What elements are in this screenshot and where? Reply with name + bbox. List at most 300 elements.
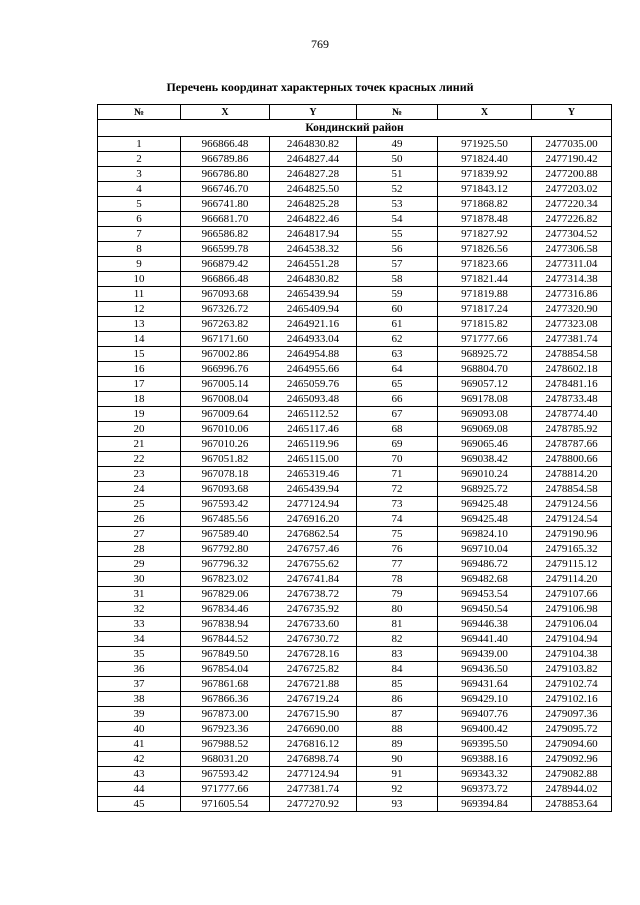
table-row <box>98 347 612 362</box>
table-row <box>98 767 612 782</box>
point-number-cell: 33 <box>98 617 181 632</box>
section-row <box>98 120 612 137</box>
y-coordinate-cell: 2477314.38 <box>532 272 612 287</box>
table-row <box>98 242 612 257</box>
point-number-cell: 29 <box>98 557 181 572</box>
header-number-2: № <box>357 105 438 120</box>
y-coordinate-cell: 2464921.16 <box>270 317 357 332</box>
x-coordinate-cell: 969065.46 <box>438 437 532 452</box>
table-row <box>98 677 612 692</box>
point-number-cell: 21 <box>98 437 181 452</box>
table-row <box>98 557 612 572</box>
y-coordinate-cell: 2476719.24 <box>270 692 357 707</box>
point-number-cell: 24 <box>98 482 181 497</box>
x-coordinate-cell: 967005.14 <box>181 377 270 392</box>
y-coordinate-cell: 2464830.82 <box>270 272 357 287</box>
point-number-cell: 70 <box>357 452 438 467</box>
table-row <box>98 272 612 287</box>
table-row <box>98 257 612 272</box>
point-number-cell: 32 <box>98 602 181 617</box>
table-row <box>98 392 612 407</box>
point-number-cell: 89 <box>357 737 438 752</box>
x-coordinate-cell: 971823.66 <box>438 257 532 272</box>
point-number-cell: 34 <box>98 632 181 647</box>
point-number-cell: 68 <box>357 422 438 437</box>
y-coordinate-cell: 2465409.94 <box>270 302 357 317</box>
point-number-cell: 57 <box>357 257 438 272</box>
point-number-cell: 75 <box>357 527 438 542</box>
y-coordinate-cell: 2476728.16 <box>270 647 357 662</box>
coordinates-table <box>97 104 612 812</box>
point-number-cell: 63 <box>357 347 438 362</box>
point-number-cell: 71 <box>357 467 438 482</box>
y-coordinate-cell: 2464827.44 <box>270 152 357 167</box>
table-row <box>98 317 612 332</box>
point-number-cell: 2 <box>98 152 181 167</box>
x-coordinate-cell: 969453.54 <box>438 587 532 602</box>
y-coordinate-cell: 2479106.98 <box>532 602 612 617</box>
y-coordinate-cell: 2479124.54 <box>532 512 612 527</box>
y-coordinate-cell: 2479082.88 <box>532 767 612 782</box>
point-number-cell: 66 <box>357 392 438 407</box>
table-row <box>98 737 612 752</box>
y-coordinate-cell: 2479103.82 <box>532 662 612 677</box>
table-row <box>98 497 612 512</box>
x-coordinate-cell: 969038.42 <box>438 452 532 467</box>
x-coordinate-cell: 967002.86 <box>181 347 270 362</box>
table-row <box>98 752 612 767</box>
y-coordinate-cell: 2476738.72 <box>270 587 357 602</box>
y-coordinate-cell: 2465439.94 <box>270 482 357 497</box>
table-row <box>98 407 612 422</box>
x-coordinate-cell: 969395.50 <box>438 737 532 752</box>
x-coordinate-cell: 969429.10 <box>438 692 532 707</box>
y-coordinate-cell: 2464817.94 <box>270 227 357 242</box>
x-coordinate-cell: 971925.50 <box>438 137 532 152</box>
y-coordinate-cell: 2477304.52 <box>532 227 612 242</box>
x-coordinate-cell: 967861.68 <box>181 677 270 692</box>
table-row <box>98 437 612 452</box>
y-coordinate-cell: 2465059.76 <box>270 377 357 392</box>
point-number-cell: 44 <box>98 782 181 797</box>
table-row <box>98 527 612 542</box>
y-coordinate-cell: 2465115.00 <box>270 452 357 467</box>
x-coordinate-cell: 969710.04 <box>438 542 532 557</box>
x-coordinate-cell: 969057.12 <box>438 377 532 392</box>
y-coordinate-cell: 2476916.20 <box>270 512 357 527</box>
x-coordinate-cell: 968925.72 <box>438 482 532 497</box>
point-number-cell: 59 <box>357 287 438 302</box>
table-row <box>98 512 612 527</box>
x-coordinate-cell: 967792.80 <box>181 542 270 557</box>
point-number-cell: 5 <box>98 197 181 212</box>
point-number-cell: 40 <box>98 722 181 737</box>
y-coordinate-cell: 2476898.74 <box>270 752 357 767</box>
y-coordinate-cell: 2477190.42 <box>532 152 612 167</box>
point-number-cell: 50 <box>357 152 438 167</box>
point-number-cell: 1 <box>98 137 181 152</box>
point-number-cell: 93 <box>357 797 438 812</box>
point-number-cell: 53 <box>357 197 438 212</box>
table-row <box>98 182 612 197</box>
x-coordinate-cell: 971815.82 <box>438 317 532 332</box>
table-row <box>98 692 612 707</box>
point-number-cell: 58 <box>357 272 438 287</box>
point-number-cell: 3 <box>98 167 181 182</box>
point-number-cell: 42 <box>98 752 181 767</box>
point-number-cell: 8 <box>98 242 181 257</box>
point-number-cell: 45 <box>98 797 181 812</box>
x-coordinate-cell: 967009.64 <box>181 407 270 422</box>
point-number-cell: 78 <box>357 572 438 587</box>
point-number-cell: 87 <box>357 707 438 722</box>
point-number-cell: 26 <box>98 512 181 527</box>
y-coordinate-cell: 2476690.00 <box>270 722 357 737</box>
y-coordinate-cell: 2476733.60 <box>270 617 357 632</box>
y-coordinate-cell: 2477203.02 <box>532 182 612 197</box>
x-coordinate-cell: 967844.52 <box>181 632 270 647</box>
y-coordinate-cell: 2477200.88 <box>532 167 612 182</box>
x-coordinate-cell: 969178.08 <box>438 392 532 407</box>
x-coordinate-cell: 969343.32 <box>438 767 532 782</box>
x-coordinate-cell: 967849.50 <box>181 647 270 662</box>
y-coordinate-cell: 2465319.46 <box>270 467 357 482</box>
x-coordinate-cell: 967988.52 <box>181 737 270 752</box>
x-coordinate-cell: 967866.36 <box>181 692 270 707</box>
table-row <box>98 197 612 212</box>
x-coordinate-cell: 971839.92 <box>438 167 532 182</box>
y-coordinate-cell: 2479124.56 <box>532 497 612 512</box>
y-coordinate-cell: 2477306.58 <box>532 242 612 257</box>
y-coordinate-cell: 2478602.18 <box>532 362 612 377</box>
x-coordinate-cell: 969824.10 <box>438 527 532 542</box>
point-number-cell: 27 <box>98 527 181 542</box>
x-coordinate-cell: 969441.40 <box>438 632 532 647</box>
y-coordinate-cell: 2477035.00 <box>532 137 612 152</box>
y-coordinate-cell: 2479106.04 <box>532 617 612 632</box>
y-coordinate-cell: 2477311.04 <box>532 257 612 272</box>
header-x-1: X <box>181 105 270 120</box>
y-coordinate-cell: 2464825.28 <box>270 197 357 212</box>
x-coordinate-cell: 967093.68 <box>181 287 270 302</box>
table-row <box>98 632 612 647</box>
point-number-cell: 43 <box>98 767 181 782</box>
point-number-cell: 18 <box>98 392 181 407</box>
x-coordinate-cell: 966866.48 <box>181 137 270 152</box>
x-coordinate-cell: 966996.76 <box>181 362 270 377</box>
x-coordinate-cell: 966879.42 <box>181 257 270 272</box>
x-coordinate-cell: 971827.92 <box>438 227 532 242</box>
point-number-cell: 41 <box>98 737 181 752</box>
x-coordinate-cell: 967923.36 <box>181 722 270 737</box>
table-row <box>98 782 612 797</box>
x-coordinate-cell: 967593.42 <box>181 767 270 782</box>
x-coordinate-cell: 971826.56 <box>438 242 532 257</box>
x-coordinate-cell: 967008.04 <box>181 392 270 407</box>
x-coordinate-cell: 969425.48 <box>438 512 532 527</box>
y-coordinate-cell: 2478853.64 <box>532 797 612 812</box>
y-coordinate-cell: 2477220.34 <box>532 197 612 212</box>
point-number-cell: 80 <box>357 602 438 617</box>
y-coordinate-cell: 2464954.88 <box>270 347 357 362</box>
table-row <box>98 482 612 497</box>
y-coordinate-cell: 2479115.12 <box>532 557 612 572</box>
point-number-cell: 31 <box>98 587 181 602</box>
point-number-cell: 38 <box>98 692 181 707</box>
point-number-cell: 13 <box>98 317 181 332</box>
y-coordinate-cell: 2479104.38 <box>532 647 612 662</box>
x-coordinate-cell: 967010.26 <box>181 437 270 452</box>
table-row <box>98 662 612 677</box>
y-coordinate-cell: 2478800.66 <box>532 452 612 467</box>
point-number-cell: 60 <box>357 302 438 317</box>
y-coordinate-cell: 2464825.50 <box>270 182 357 197</box>
point-number-cell: 15 <box>98 347 181 362</box>
y-coordinate-cell: 2478481.16 <box>532 377 612 392</box>
y-coordinate-cell: 2479165.32 <box>532 542 612 557</box>
x-coordinate-cell: 969436.50 <box>438 662 532 677</box>
table-row <box>98 422 612 437</box>
table-row <box>98 137 612 152</box>
x-coordinate-cell: 969407.76 <box>438 707 532 722</box>
x-coordinate-cell: 967078.18 <box>181 467 270 482</box>
x-coordinate-cell: 967873.00 <box>181 707 270 722</box>
point-number-cell: 79 <box>357 587 438 602</box>
x-coordinate-cell: 967171.60 <box>181 332 270 347</box>
point-number-cell: 83 <box>357 647 438 662</box>
x-coordinate-cell: 971843.12 <box>438 182 532 197</box>
point-number-cell: 35 <box>98 647 181 662</box>
y-coordinate-cell: 2479095.72 <box>532 722 612 737</box>
point-number-cell: 22 <box>98 452 181 467</box>
x-coordinate-cell: 969373.72 <box>438 782 532 797</box>
x-coordinate-cell: 967485.56 <box>181 512 270 527</box>
point-number-cell: 6 <box>98 212 181 227</box>
x-coordinate-cell: 971878.48 <box>438 212 532 227</box>
table-row <box>98 617 612 632</box>
y-coordinate-cell: 2479190.96 <box>532 527 612 542</box>
x-coordinate-cell: 967796.32 <box>181 557 270 572</box>
point-number-cell: 19 <box>98 407 181 422</box>
y-coordinate-cell: 2477316.86 <box>532 287 612 302</box>
x-coordinate-cell: 966599.78 <box>181 242 270 257</box>
x-coordinate-cell: 971777.66 <box>181 782 270 797</box>
point-number-cell: 65 <box>357 377 438 392</box>
y-coordinate-cell: 2464827.28 <box>270 167 357 182</box>
x-coordinate-cell: 967593.42 <box>181 497 270 512</box>
table-row <box>98 287 612 302</box>
y-coordinate-cell: 2477323.08 <box>532 317 612 332</box>
y-coordinate-cell: 2464955.66 <box>270 362 357 377</box>
x-coordinate-cell: 966586.82 <box>181 227 270 242</box>
y-coordinate-cell: 2478733.48 <box>532 392 612 407</box>
point-number-cell: 11 <box>98 287 181 302</box>
x-coordinate-cell: 967326.72 <box>181 302 270 317</box>
point-number-cell: 17 <box>98 377 181 392</box>
point-number-cell: 84 <box>357 662 438 677</box>
x-coordinate-cell: 967010.06 <box>181 422 270 437</box>
header-y-1: Y <box>270 105 357 120</box>
y-coordinate-cell: 2478785.92 <box>532 422 612 437</box>
point-number-cell: 76 <box>357 542 438 557</box>
point-number-cell: 54 <box>357 212 438 227</box>
point-number-cell: 20 <box>98 422 181 437</box>
y-coordinate-cell: 2479114.20 <box>532 572 612 587</box>
point-number-cell: 4 <box>98 182 181 197</box>
y-coordinate-cell: 2465119.96 <box>270 437 357 452</box>
y-coordinate-cell: 2479092.96 <box>532 752 612 767</box>
point-number-cell: 55 <box>357 227 438 242</box>
y-coordinate-cell: 2478854.58 <box>532 482 612 497</box>
y-coordinate-cell: 2477124.94 <box>270 497 357 512</box>
y-coordinate-cell: 2476715.90 <box>270 707 357 722</box>
point-number-cell: 49 <box>357 137 438 152</box>
point-number-cell: 28 <box>98 542 181 557</box>
y-coordinate-cell: 2478787.66 <box>532 437 612 452</box>
y-coordinate-cell: 2465112.52 <box>270 407 357 422</box>
x-coordinate-cell: 966741.80 <box>181 197 270 212</box>
point-number-cell: 25 <box>98 497 181 512</box>
y-coordinate-cell: 2464551.28 <box>270 257 357 272</box>
y-coordinate-cell: 2477381.74 <box>532 332 612 347</box>
table-row <box>98 542 612 557</box>
x-coordinate-cell: 971605.54 <box>181 797 270 812</box>
document-title: Перечень координат характерных точек красных линий <box>166 80 474 94</box>
y-coordinate-cell: 2465117.46 <box>270 422 357 437</box>
point-number-cell: 85 <box>357 677 438 692</box>
x-coordinate-cell: 971824.40 <box>438 152 532 167</box>
point-number-cell: 72 <box>357 482 438 497</box>
x-coordinate-cell: 969400.42 <box>438 722 532 737</box>
y-coordinate-cell: 2478944.02 <box>532 782 612 797</box>
point-number-cell: 56 <box>357 242 438 257</box>
x-coordinate-cell: 966746.70 <box>181 182 270 197</box>
point-number-cell: 7 <box>98 227 181 242</box>
y-coordinate-cell: 2478814.20 <box>532 467 612 482</box>
table-row <box>98 167 612 182</box>
point-number-cell: 74 <box>357 512 438 527</box>
table-header-row <box>98 105 612 120</box>
table-row <box>98 467 612 482</box>
x-coordinate-cell: 969394.84 <box>438 797 532 812</box>
header-number-1: № <box>98 105 181 120</box>
point-number-cell: 92 <box>357 782 438 797</box>
point-number-cell: 30 <box>98 572 181 587</box>
y-coordinate-cell: 2479104.94 <box>532 632 612 647</box>
y-coordinate-cell: 2477124.94 <box>270 767 357 782</box>
point-number-cell: 86 <box>357 692 438 707</box>
point-number-cell: 39 <box>98 707 181 722</box>
x-coordinate-cell: 969439.00 <box>438 647 532 662</box>
y-coordinate-cell: 2465439.94 <box>270 287 357 302</box>
point-number-cell: 67 <box>357 407 438 422</box>
y-coordinate-cell: 2479097.36 <box>532 707 612 722</box>
x-coordinate-cell: 969450.54 <box>438 602 532 617</box>
table-row <box>98 707 612 722</box>
y-coordinate-cell: 2477270.92 <box>270 797 357 812</box>
table-row <box>98 572 612 587</box>
x-coordinate-cell: 967823.02 <box>181 572 270 587</box>
y-coordinate-cell: 2465093.48 <box>270 392 357 407</box>
y-coordinate-cell: 2479094.60 <box>532 737 612 752</box>
x-coordinate-cell: 967834.46 <box>181 602 270 617</box>
y-coordinate-cell: 2476730.72 <box>270 632 357 647</box>
point-number-cell: 61 <box>357 317 438 332</box>
x-coordinate-cell: 967854.04 <box>181 662 270 677</box>
x-coordinate-cell: 967589.40 <box>181 527 270 542</box>
point-number-cell: 52 <box>357 182 438 197</box>
header-y-2: Y <box>532 105 612 120</box>
y-coordinate-cell: 2479102.74 <box>532 677 612 692</box>
x-coordinate-cell: 969010.24 <box>438 467 532 482</box>
page-number: 769 <box>311 37 329 51</box>
x-coordinate-cell: 966789.86 <box>181 152 270 167</box>
x-coordinate-cell: 969482.68 <box>438 572 532 587</box>
x-coordinate-cell: 966866.48 <box>181 272 270 287</box>
x-coordinate-cell: 971821.44 <box>438 272 532 287</box>
point-number-cell: 36 <box>98 662 181 677</box>
point-number-cell: 62 <box>357 332 438 347</box>
y-coordinate-cell: 2479107.66 <box>532 587 612 602</box>
y-coordinate-cell: 2464830.82 <box>270 137 357 152</box>
table-row <box>98 602 612 617</box>
point-number-cell: 69 <box>357 437 438 452</box>
x-coordinate-cell: 966681.70 <box>181 212 270 227</box>
x-coordinate-cell: 968031.20 <box>181 752 270 767</box>
table-row <box>98 452 612 467</box>
point-number-cell: 9 <box>98 257 181 272</box>
x-coordinate-cell: 968804.70 <box>438 362 532 377</box>
x-coordinate-cell: 967838.94 <box>181 617 270 632</box>
y-coordinate-cell: 2464822.46 <box>270 212 357 227</box>
point-number-cell: 12 <box>98 302 181 317</box>
x-coordinate-cell: 969446.38 <box>438 617 532 632</box>
y-coordinate-cell: 2476757.46 <box>270 542 357 557</box>
x-coordinate-cell: 969431.64 <box>438 677 532 692</box>
point-number-cell: 81 <box>357 617 438 632</box>
x-coordinate-cell: 967829.06 <box>181 587 270 602</box>
y-coordinate-cell: 2478854.58 <box>532 347 612 362</box>
point-number-cell: 37 <box>98 677 181 692</box>
x-coordinate-cell: 971819.88 <box>438 287 532 302</box>
section-title: Кондинский район <box>98 120 612 137</box>
table-row <box>98 362 612 377</box>
y-coordinate-cell: 2476862.54 <box>270 527 357 542</box>
table-row <box>98 212 612 227</box>
x-coordinate-cell: 967263.82 <box>181 317 270 332</box>
table-row <box>98 152 612 167</box>
y-coordinate-cell: 2476755.62 <box>270 557 357 572</box>
table-row <box>98 587 612 602</box>
point-number-cell: 10 <box>98 272 181 287</box>
table-row <box>98 797 612 812</box>
table-row <box>98 302 612 317</box>
table-row <box>98 332 612 347</box>
x-coordinate-cell: 968925.72 <box>438 347 532 362</box>
x-coordinate-cell: 969093.08 <box>438 407 532 422</box>
table-row <box>98 227 612 242</box>
point-number-cell: 88 <box>357 722 438 737</box>
table-row <box>98 722 612 737</box>
y-coordinate-cell: 2476725.82 <box>270 662 357 677</box>
point-number-cell: 77 <box>357 557 438 572</box>
x-coordinate-cell: 971868.82 <box>438 197 532 212</box>
point-number-cell: 90 <box>357 752 438 767</box>
point-number-cell: 82 <box>357 632 438 647</box>
y-coordinate-cell: 2477226.82 <box>532 212 612 227</box>
y-coordinate-cell: 2464538.32 <box>270 242 357 257</box>
point-number-cell: 91 <box>357 767 438 782</box>
